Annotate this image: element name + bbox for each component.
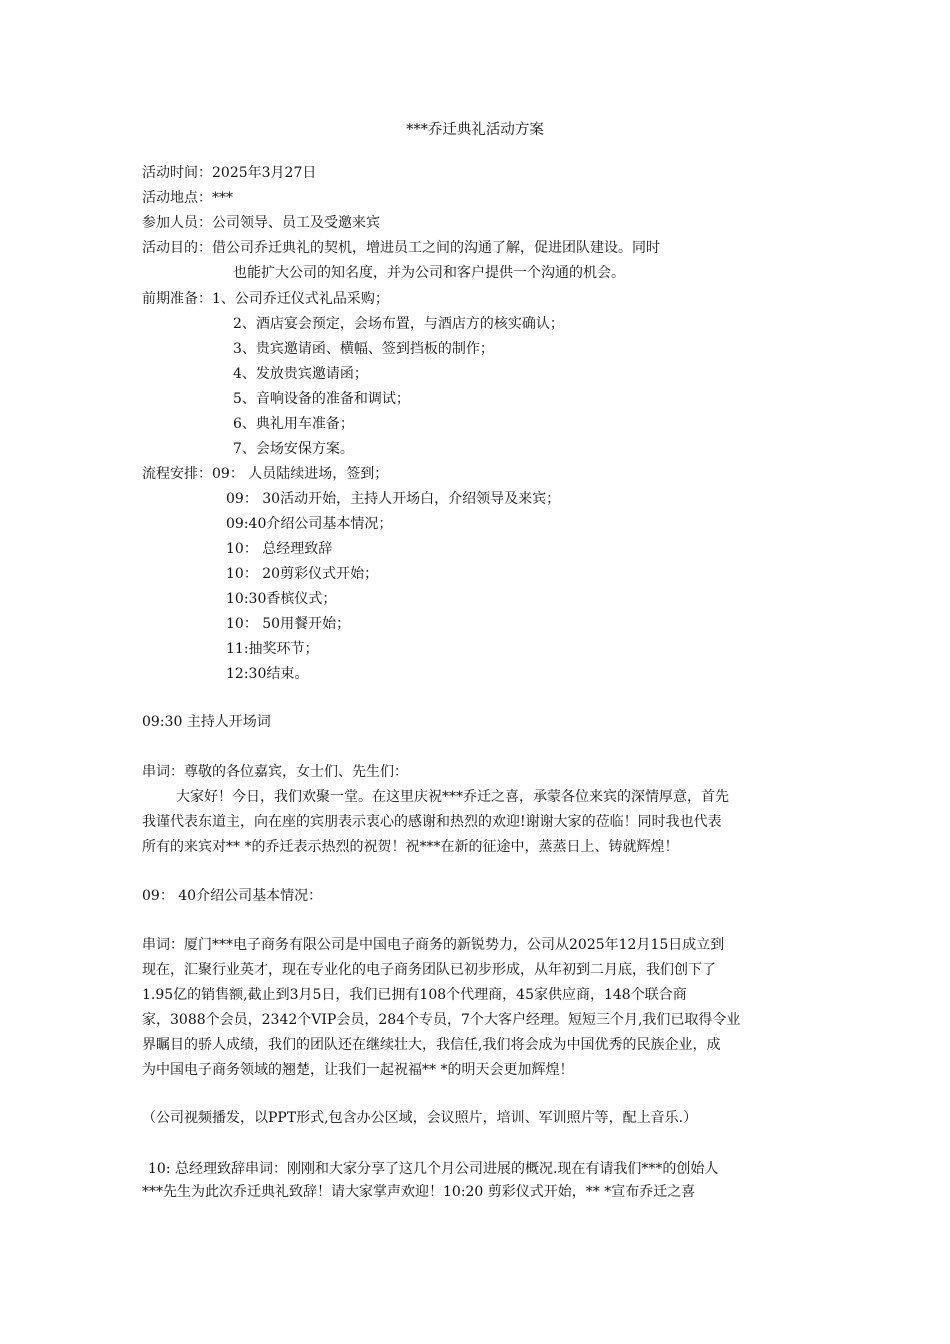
preparation-item: 5、音响设备的准备和调试； bbox=[233, 391, 410, 407]
host-opening-line: 我谨代表东道主，向在座的宾朋表示衷心的感谢和热烈的欢迎!谢谢大家的莅临！同时我也代表 bbox=[142, 814, 722, 830]
schedule-item: 09： 30活动开始，主持人开场白，介绍领导及来宾； bbox=[226, 491, 561, 507]
activity-place: 活动地点：*** bbox=[142, 190, 233, 206]
company-intro-line: 家，3088个会员，2342个VIP会员，284个专员，7个大客户经理。短短三个月,我们已取得令业 bbox=[142, 1012, 741, 1028]
schedule-item: 10： 总经理致辞 bbox=[226, 541, 333, 557]
host-opening-heading: 09:30 主持人开场词 bbox=[142, 714, 271, 730]
schedule-item-1: 流程安排：09： 人员陆续进场，签到； bbox=[142, 466, 389, 482]
schedule-item: 10： 20剪彩仪式开始； bbox=[226, 566, 379, 582]
schedule-item: 11:抽奖环节； bbox=[226, 641, 319, 657]
company-intro-line: 串词：厦门***电子商务有限公司是中国电子商务的新锐势力，公司从2025年12月15日成立到 bbox=[142, 937, 725, 953]
preparation-item: 4、发放贵宾邀请函； bbox=[233, 366, 368, 382]
company-intro-line: 界瞩目的骄人成绩，我们的团队还在继续壮大，我信任,我们将会成为中国优秀的民族企业，成 bbox=[142, 1037, 721, 1053]
host-opening-line: 所有的来宾对** *的乔迁表示热烈的祝贺！祝***在新的征途中，蒸蒸日上、铸就辉煌！ bbox=[142, 839, 679, 855]
activity-time: 活动时间：2025年3月27日 bbox=[142, 165, 317, 181]
gm-speech-line: 10: 总经理致辞串词：刚刚和大家分享了这几个月公司进展的概况.现在有请我们***的创始人 bbox=[148, 1161, 719, 1177]
company-intro-line: 为中国电子商务领域的翘楚，让我们一起祝福** *的明天会更加辉煌！ bbox=[142, 1062, 574, 1078]
preparation-item-1: 前期准备：1、公司乔迁仪式礼品采购； bbox=[142, 291, 389, 307]
schedule-item: 10： 50用餐开始； bbox=[226, 616, 351, 632]
host-opening-line: 大家好！今日，我们欢聚一堂。在这里庆祝***乔迁之喜，承蒙各位来宾的深情厚意，首先 bbox=[176, 789, 729, 805]
preparation-item: 3、贵宾邀请函、横幅、签到挡板的制作； bbox=[233, 341, 494, 357]
company-intro-line: 现在，汇聚行业英才，现在专业化的电子商务团队已初步形成，从年初到二月底，我们创下了 bbox=[142, 962, 716, 978]
activity-purpose-line-2: 也能扩大公司的知名度，并为公司和客户提供一个沟通的机会。 bbox=[233, 265, 625, 281]
host-opening-intro: 串词：尊敬的各位嘉宾，女士们、先生们： bbox=[142, 764, 408, 780]
gm-speech-line: ***先生为此次乔迁典礼致辞！请大家掌声欢迎！10:20 剪彩仪式开始，** *宣布乔迁之喜 bbox=[142, 1184, 696, 1200]
activity-purpose-line-1: 活动目的：借公司乔迁典礼的契机，增进员工之间的沟通了解，促进团队建设。同时 bbox=[142, 240, 660, 256]
document-title: ***乔迁典礼活动方案 bbox=[406, 122, 544, 138]
video-note: （公司视频播发，以PPT形式,包含办公区域，会议照片，培训、军训照片等，配上音乐.） bbox=[142, 1110, 698, 1126]
schedule-item: 12:30结束。 bbox=[226, 666, 309, 682]
company-intro-line: 1.95亿的销售额,截止到3月5日，我们已拥有108个代理商，45家供应商，148个联合商 bbox=[142, 987, 687, 1003]
schedule-item: 10:30香槟仪式； bbox=[226, 591, 337, 607]
company-intro-heading: 09： 40介绍公司基本情况： bbox=[142, 888, 323, 904]
preparation-item: 2、酒店宴会预定，会场布置，与酒店方的核实确认； bbox=[233, 316, 564, 332]
preparation-item: 7、会场安保方案。 bbox=[233, 441, 354, 457]
schedule-item: 09:40介绍公司基本情况； bbox=[226, 516, 393, 532]
preparation-item: 6、典礼用车准备； bbox=[233, 416, 354, 432]
participants: 参加人员：公司领导、员工及受邀来宾 bbox=[142, 215, 380, 231]
